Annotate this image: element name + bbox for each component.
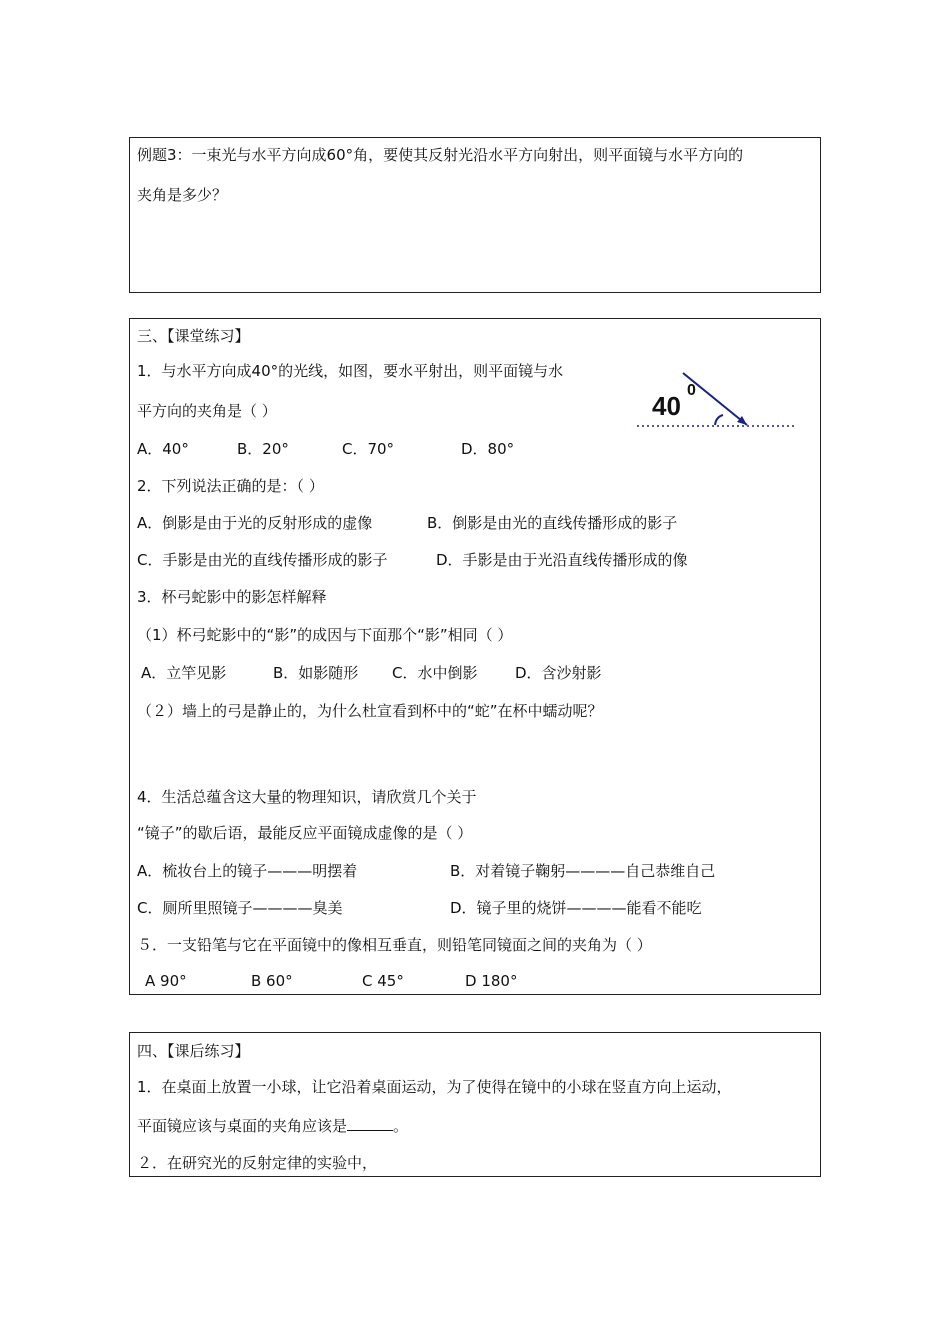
q4-option-a: A．梳妆台上的镜子———明摆着: [137, 862, 358, 880]
q3-option-c: C．水中倒影: [392, 664, 478, 682]
homework-heading: 四、【课后练习】: [137, 1042, 250, 1060]
angle-degree-sup: 0: [687, 382, 696, 399]
q1-option-a: A．40°: [137, 440, 189, 458]
angle-arc: [715, 415, 723, 425]
q2-option-a: A．倒影是由于光的反射形成的虚像: [137, 514, 373, 532]
q1-option-d: D．80°: [461, 440, 515, 458]
q5-option-c: C 45°: [362, 972, 404, 990]
q3-sub-1: （1）杯弓蛇影中的“影”的成因与下面那个“影”相同（ ）: [137, 626, 513, 644]
q3-option-d: D．含沙射影: [515, 664, 602, 682]
q5-stem: ５．一支铅笔与它在平面镜中的像相互垂直，则铅笔同镜面之间的夹角为（ ）: [137, 936, 652, 954]
q4-line-1: 4．生活总蕴含这大量的物理知识，请欣赏几个关于: [137, 788, 477, 806]
q5-option-d: D 180°: [465, 972, 518, 990]
q1-line-1: 1．与水平方向成40°的光线，如图，要水平射出，则平面镜与水: [137, 362, 564, 380]
hw-q1-line-1: 1．在桌面上放置一小球，让它沿着桌面运动，为了使得在镜中的小球在竖直方向上运动，: [137, 1078, 732, 1096]
q2-option-c: C．手影是由光的直线传播形成的影子: [137, 551, 388, 569]
q5-option-b: B 60°: [251, 972, 293, 990]
classwork-box: [129, 318, 821, 995]
hw-q1-line-2-text: 平面镜应该与桌面的夹角应该是: [137, 1117, 348, 1135]
hw-q1-line-2: [137, 1115, 408, 1136]
q4-option-b: B．对着镜子鞠躬————自己恭维自己: [450, 862, 716, 880]
hw-q1-line-2-end: 。: [393, 1117, 409, 1135]
example-3-line-1: 例题3：一束光与水平方向成60°角，要使其反射光沿水平方向射出，则平面镜与水平方向的: [137, 146, 744, 164]
q1-option-c: C．70°: [342, 440, 395, 458]
q1-line-2: 平方向的夹角是（ ）: [137, 402, 277, 420]
example-3-line-2: 夹角是多少？: [137, 186, 228, 204]
answer-blank[interactable]: [347, 1118, 393, 1131]
q2-option-b: B．倒影是由光的直线传播形成的影子: [427, 514, 678, 532]
q3-option-b: B．如影随形: [273, 664, 359, 682]
homework-box: [129, 1032, 821, 1177]
classwork-heading: 三、【课堂练习】: [137, 327, 250, 345]
q4-option-c: C．厕所里照镜子————臭美: [137, 899, 343, 917]
hw-q2-stem: ２．在研究光的反射定律的实验中，: [137, 1154, 378, 1172]
q2-stem: 2．下列说法正确的是：（ ）: [137, 477, 324, 495]
q4-option-d: D．镜子里的烧饼————能看不能吃: [450, 899, 702, 917]
q1-option-b: B．20°: [237, 440, 289, 458]
q3-stem: 3．杯弓蛇影中的影怎样解释: [137, 588, 327, 606]
example-3-box: [129, 137, 821, 293]
q3-option-a: A．立竿见影: [141, 664, 227, 682]
q4-line-2: “镜子”的歇后语，最能反应平面镜成虚像的是（ ）: [137, 824, 473, 842]
q2-option-d: D．手影是由于光沿直线传播形成的像: [436, 551, 688, 569]
angle-figure: [637, 367, 802, 437]
q5-option-a: A 90°: [145, 972, 187, 990]
angle-label: 40: [652, 391, 681, 421]
q3-sub-2: （２）墙上的弓是静止的，为什么杜宣看到杯中的“蛇”在杯中蠕动呢？: [137, 702, 603, 720]
